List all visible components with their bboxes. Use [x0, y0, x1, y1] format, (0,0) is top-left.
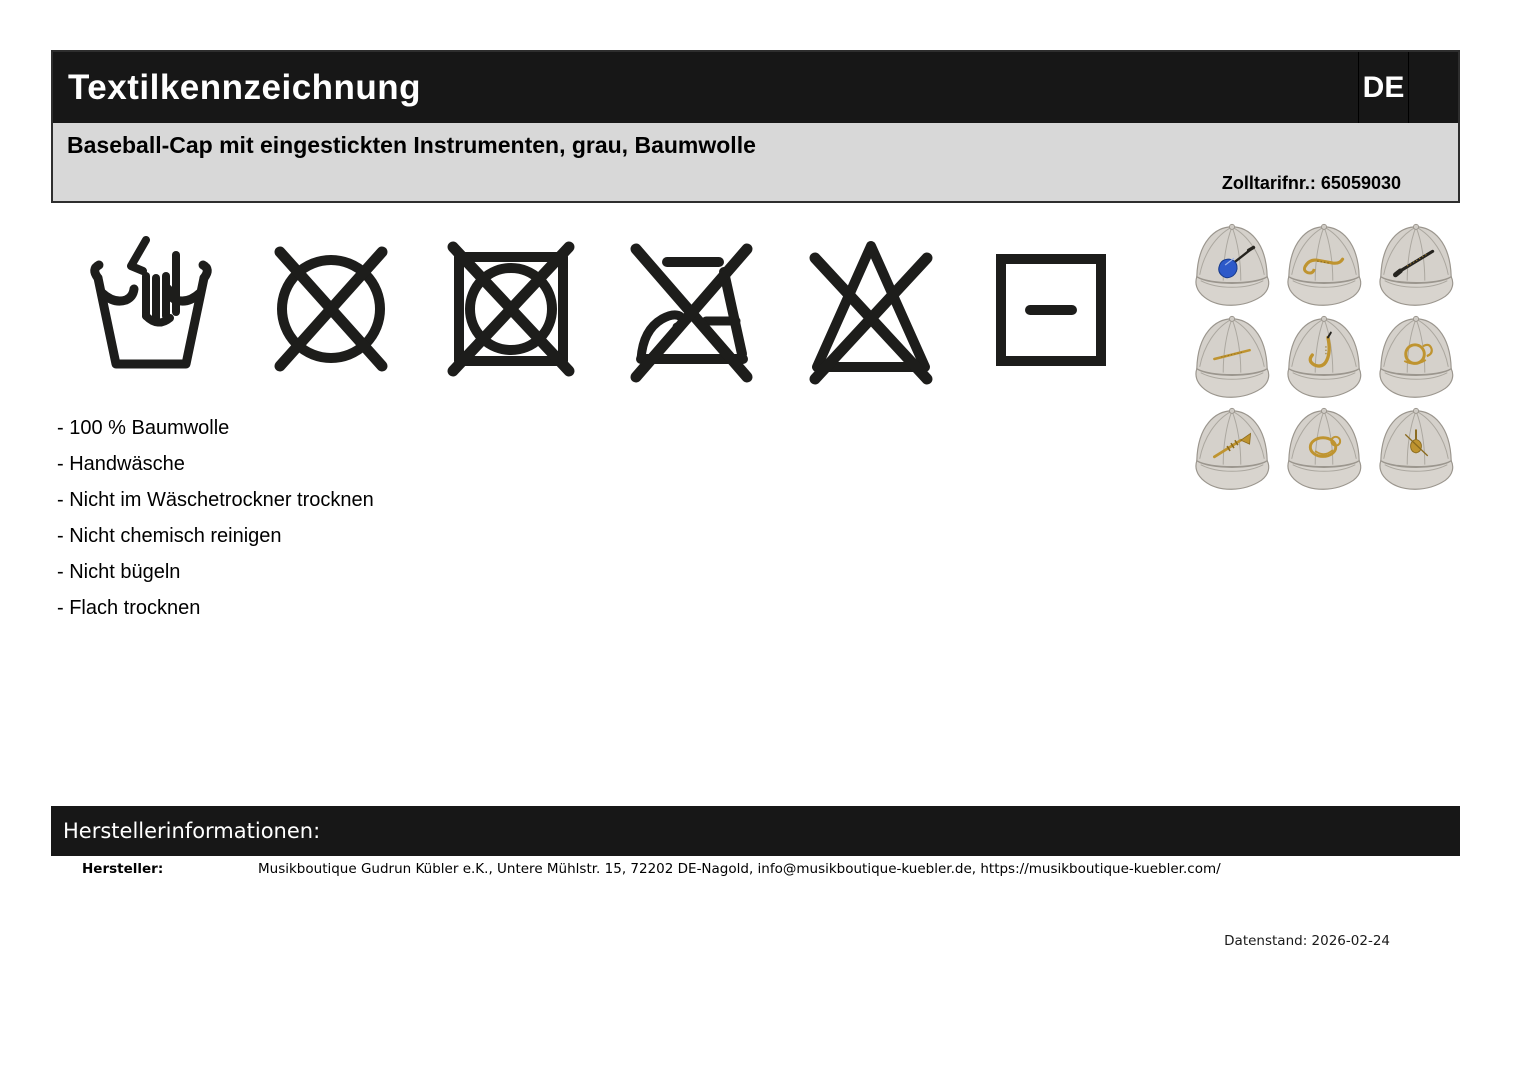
manufacturer-section-title: Herstellerinformationen:	[63, 819, 321, 843]
cap-image-violin	[1370, 404, 1462, 496]
document-header	[51, 50, 1460, 203]
cap-image-clarinet	[1370, 220, 1462, 312]
baseball-cap-flute-icon	[1188, 313, 1276, 403]
care-instructions-list	[57, 410, 374, 626]
baseball-cap-tuba-icon	[1280, 405, 1368, 495]
do-not-dry-clean-icon	[266, 228, 396, 390]
baseball-cap-clarinet-icon	[1372, 221, 1460, 311]
baseball-cap-trumpet-icon	[1188, 405, 1276, 495]
care-symbols-row	[86, 228, 1116, 390]
care-instruction-dry-flat: - Flach trocknen	[57, 597, 201, 619]
hand-wash-icon	[86, 228, 216, 390]
baseball-cap-saxophone-icon	[1280, 221, 1368, 311]
care-instruction-material: - 100 % Baumwolle	[57, 417, 230, 439]
cap-image-french-horn	[1370, 312, 1462, 404]
product-photo-grid	[1186, 220, 1462, 496]
manufacturer-label: Hersteller:	[82, 861, 164, 877]
cap-image-saxophone-horizontal	[1278, 220, 1370, 312]
do-not-bleach-icon	[806, 228, 936, 390]
cap-image-electric-guitar	[1186, 220, 1278, 312]
baseball-cap-saxophone-upright-icon	[1280, 313, 1368, 403]
header-title-bar	[53, 52, 1458, 123]
manufacturer-value: Musikboutique Gudrun Kübler e.K., Untere Mühlstr. 15, 72202 DE-Nagold, info@musikboutique-kuebler.de, https://musikboutique-kuebler.com/	[258, 861, 1221, 877]
cap-image-flute	[1186, 312, 1278, 404]
care-instruction-handwash: - Handwäsche	[57, 453, 185, 475]
baseball-cap-french-horn-icon	[1372, 313, 1460, 403]
cap-image-tuba	[1278, 404, 1370, 496]
cap-image-trumpet	[1186, 404, 1278, 496]
care-instruction-no-tumble-dry: - Nicht im Wäschetrockner trocknen	[57, 489, 374, 511]
do-not-iron-icon	[626, 228, 756, 390]
data-status-date: Datenstand: 2026-02-24	[1224, 933, 1390, 949]
manufacturer-row	[82, 861, 1221, 877]
tariff-number: Zolltarifnr.: 65059030	[1221, 173, 1401, 193]
product-title: Baseball-Cap mit eingestickten Instrumenten, grau, Baumwolle	[67, 132, 756, 158]
cap-image-saxophone-upright	[1278, 312, 1370, 404]
document-title: Textilkennzeichnung	[68, 67, 422, 107]
baseball-cap-violin-icon	[1372, 405, 1460, 495]
dry-flat-icon	[986, 228, 1116, 390]
baseball-cap-electric-guitar-icon	[1188, 221, 1276, 311]
care-instruction-no-dry-clean: - Nicht chemisch reinigen	[57, 525, 282, 547]
do-not-tumble-dry-icon	[446, 228, 576, 390]
product-subheader-bar	[53, 123, 1458, 201]
language-code-cell: DE	[1358, 52, 1409, 123]
manufacturer-section-bar	[51, 806, 1460, 856]
care-instruction-no-iron: - Nicht bügeln	[57, 561, 181, 583]
